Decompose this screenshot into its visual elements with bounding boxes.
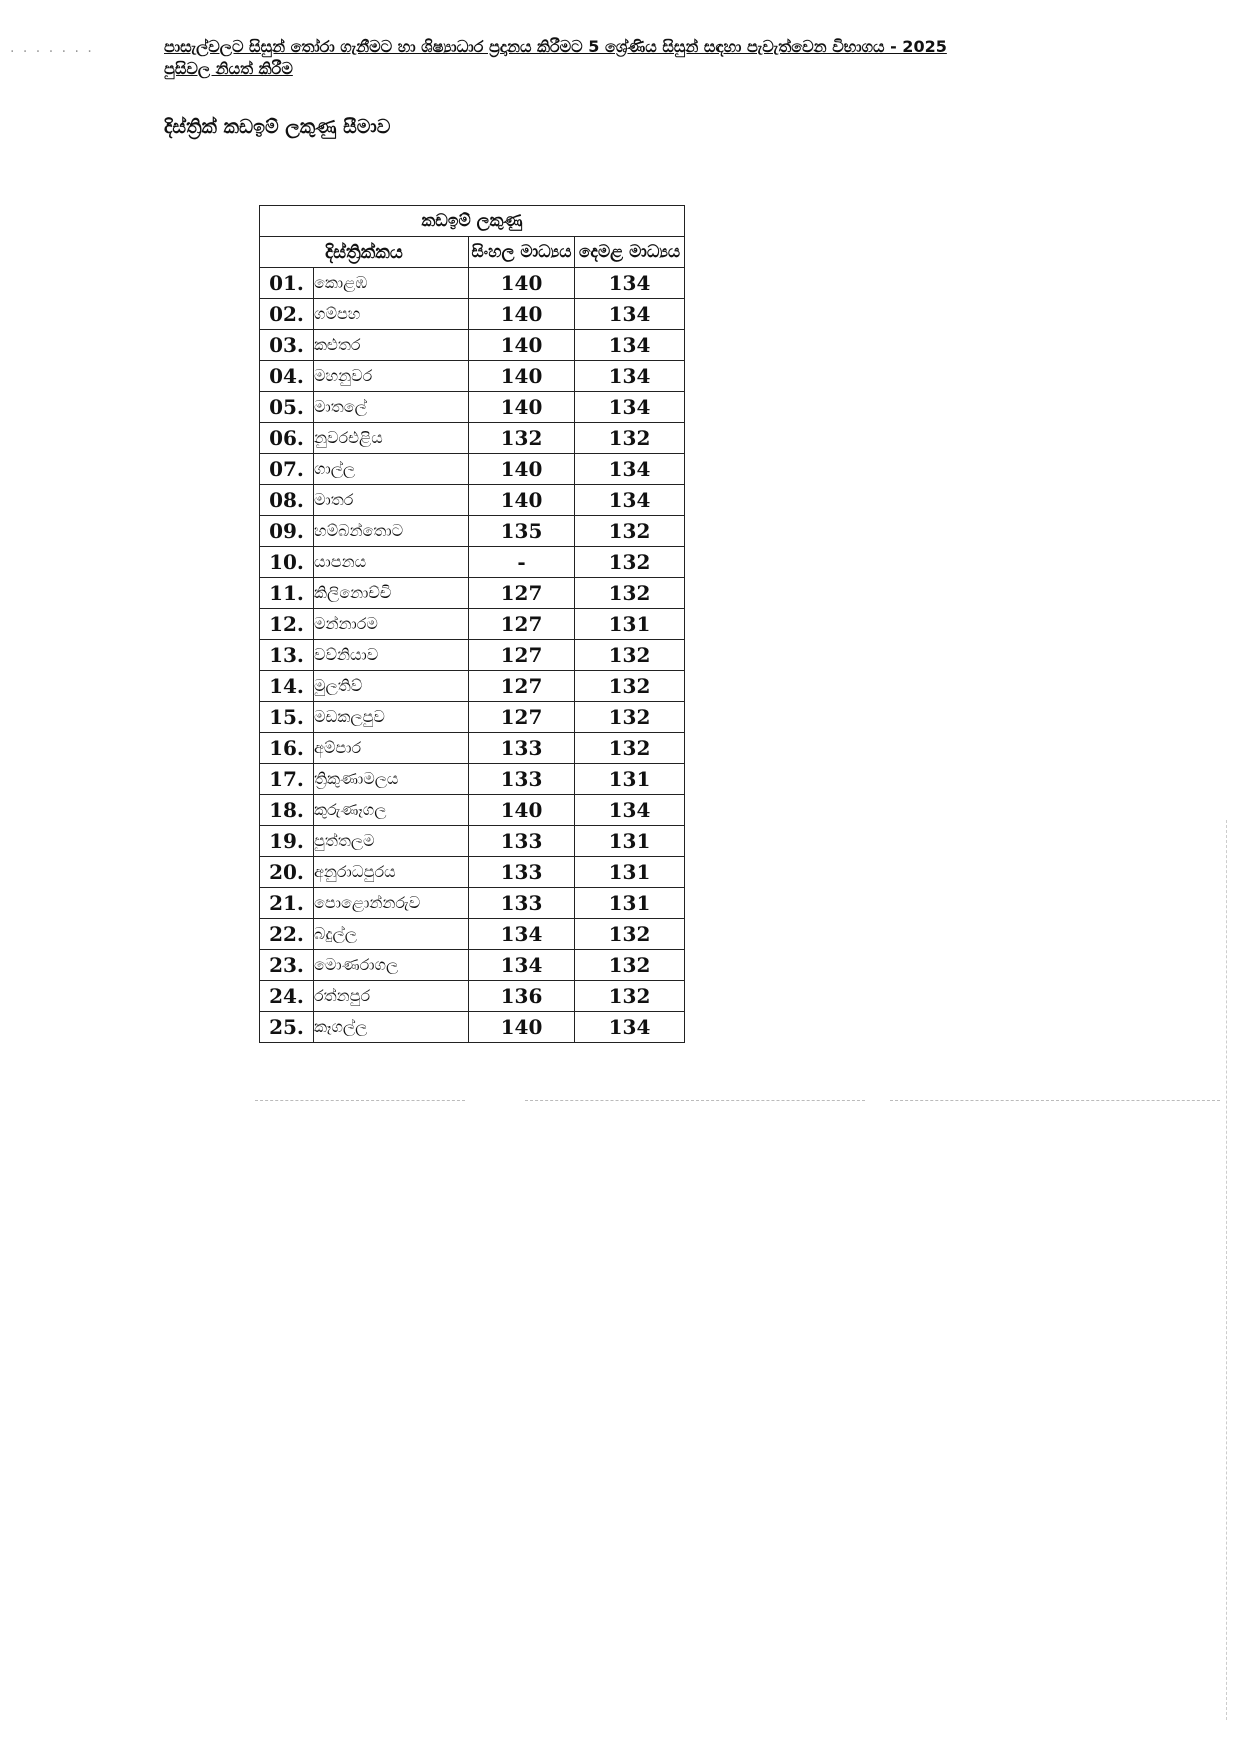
district-name: පුත්තලම	[314, 826, 469, 857]
sinhala-medium-header: සිංහල මාධ්‍යය	[469, 237, 575, 268]
row-number: 08.	[260, 485, 314, 516]
district-name: මඩකලපුව	[314, 702, 469, 733]
table-row	[260, 392, 685, 423]
row-number: 06.	[260, 423, 314, 454]
district-column-header: දිස්ත්‍රික්කය	[260, 237, 469, 268]
district-name: මුලතිව්	[314, 671, 469, 702]
row-number: 16.	[260, 733, 314, 764]
sinhala-medium-mark: 133	[469, 857, 575, 888]
table-column-header-row	[260, 237, 685, 268]
sinhala-medium-mark: 133	[469, 888, 575, 919]
row-number: 05.	[260, 392, 314, 423]
row-number: 03.	[260, 330, 314, 361]
sinhala-medium-mark: 127	[469, 609, 575, 640]
tamil-medium-mark: 132	[575, 671, 685, 702]
section-title: දිස්ත්‍රික් කඩඉම් ලකුණු සීමාව	[164, 116, 391, 138]
sinhala-medium-mark: 127	[469, 640, 575, 671]
district-name: මාතලේ	[314, 392, 469, 423]
district-name: යාපනය	[314, 547, 469, 578]
table-row	[260, 547, 685, 578]
tamil-medium-mark: 134	[575, 268, 685, 299]
tamil-medium-mark: 131	[575, 764, 685, 795]
cutoff-marks-header: කඩඉම් ලකුණු	[260, 206, 685, 237]
sinhala-medium-mark: 140	[469, 1012, 575, 1043]
district-name: හම්බන්තොට	[314, 516, 469, 547]
row-number: 11.	[260, 578, 314, 609]
table-row	[260, 733, 685, 764]
tamil-medium-mark: 132	[575, 919, 685, 950]
row-number: 18.	[260, 795, 314, 826]
tamil-medium-mark: 132	[575, 578, 685, 609]
tamil-medium-mark: 134	[575, 795, 685, 826]
sinhala-medium-mark: 133	[469, 764, 575, 795]
tamil-medium-mark: 132	[575, 516, 685, 547]
sinhala-medium-mark: 140	[469, 268, 575, 299]
tamil-medium-header: දෙමළ මාධ්‍යය	[575, 237, 685, 268]
sinhala-medium-mark: 140	[469, 392, 575, 423]
sinhala-medium-mark: 140	[469, 299, 575, 330]
tamil-medium-mark: 134	[575, 299, 685, 330]
sinhala-medium-mark: 140	[469, 485, 575, 516]
scan-artifact-edge	[1226, 820, 1227, 1720]
district-name: ගාල්ල	[314, 454, 469, 485]
tamil-medium-mark: 131	[575, 826, 685, 857]
district-name: කෑගල්ල	[314, 1012, 469, 1043]
tamil-medium-mark: 134	[575, 392, 685, 423]
sinhala-medium-mark: 127	[469, 702, 575, 733]
district-name: මහනුවර	[314, 361, 469, 392]
district-name: ගම්පහ	[314, 299, 469, 330]
row-number: 24.	[260, 981, 314, 1012]
row-number: 10.	[260, 547, 314, 578]
table-row	[260, 795, 685, 826]
district-name: නුවරඑළිය	[314, 423, 469, 454]
tamil-medium-mark: 134	[575, 454, 685, 485]
table-row	[260, 485, 685, 516]
row-number: 20.	[260, 857, 314, 888]
tamil-medium-mark: 131	[575, 857, 685, 888]
district-name: මාතර	[314, 485, 469, 516]
row-number: 25.	[260, 1012, 314, 1043]
scan-artifact-line	[525, 1100, 865, 1101]
district-name: කොළඹ	[314, 268, 469, 299]
table-row	[260, 702, 685, 733]
sinhala-medium-mark: 127	[469, 578, 575, 609]
table-row	[260, 330, 685, 361]
scan-artifact-line	[255, 1100, 465, 1101]
table-row	[260, 1012, 685, 1043]
tamil-medium-mark: 132	[575, 423, 685, 454]
sinhala-medium-mark: 134	[469, 950, 575, 981]
table-row	[260, 826, 685, 857]
header-title-line2: පුසිවල නියත් කිරීම	[164, 59, 293, 78]
tamil-medium-mark: 134	[575, 361, 685, 392]
scan-artifact-line	[890, 1100, 1220, 1101]
sinhala-medium-mark: -	[469, 547, 575, 578]
row-number: 22.	[260, 919, 314, 950]
sinhala-medium-mark: 135	[469, 516, 575, 547]
district-name: බදුල්ල	[314, 919, 469, 950]
row-number: 21.	[260, 888, 314, 919]
district-name: අම්පාර	[314, 733, 469, 764]
table-row	[260, 299, 685, 330]
tamil-medium-mark: 134	[575, 1012, 685, 1043]
district-name: වව්නියාව	[314, 640, 469, 671]
row-number: 15.	[260, 702, 314, 733]
district-name: පොළොන්නරුව	[314, 888, 469, 919]
table-row	[260, 764, 685, 795]
sinhala-medium-mark: 132	[469, 423, 575, 454]
tamil-medium-mark: 131	[575, 888, 685, 919]
table-row	[260, 671, 685, 702]
row-number: 19.	[260, 826, 314, 857]
row-number: 17.	[260, 764, 314, 795]
district-name: කිලිනොච්චි	[314, 578, 469, 609]
district-name: කුරුණෑගල	[314, 795, 469, 826]
table-row	[260, 454, 685, 485]
header-title-line1: පාසැල්වලට සිසුන් තෝරා ගැනීමට හා ශිෂ්‍යාධාර ප්‍රදානය කිරීමට 5 ශ්‍රේණිය සිසුන් සඳහා පැවැත්වෙන විභාගය - 2025	[164, 37, 947, 56]
tamil-medium-mark: 132	[575, 981, 685, 1012]
table-row	[260, 919, 685, 950]
table-row	[260, 268, 685, 299]
sinhala-medium-mark: 136	[469, 981, 575, 1012]
tamil-medium-mark: 131	[575, 609, 685, 640]
sinhala-medium-mark: 134	[469, 919, 575, 950]
table-row	[260, 423, 685, 454]
table-row	[260, 578, 685, 609]
table-row	[260, 950, 685, 981]
table-row	[260, 640, 685, 671]
sinhala-medium-mark: 140	[469, 795, 575, 826]
sinhala-medium-mark: 133	[469, 826, 575, 857]
scan-margin-marks: . . . . . . .	[10, 40, 94, 56]
cutoff-marks-table	[259, 205, 685, 1043]
row-number: 14.	[260, 671, 314, 702]
tamil-medium-mark: 132	[575, 950, 685, 981]
tamil-medium-mark: 134	[575, 330, 685, 361]
district-name: අනුරාධපුරය	[314, 857, 469, 888]
table-row	[260, 888, 685, 919]
row-number: 09.	[260, 516, 314, 547]
table-row	[260, 857, 685, 888]
row-number: 07.	[260, 454, 314, 485]
table-row	[260, 609, 685, 640]
sinhala-medium-mark: 140	[469, 330, 575, 361]
district-name: කළුතර	[314, 330, 469, 361]
tamil-medium-mark: 132	[575, 702, 685, 733]
sinhala-medium-mark: 127	[469, 671, 575, 702]
row-number: 04.	[260, 361, 314, 392]
sinhala-medium-mark: 140	[469, 454, 575, 485]
sinhala-medium-mark: 140	[469, 361, 575, 392]
tamil-medium-mark: 132	[575, 547, 685, 578]
tamil-medium-mark: 134	[575, 485, 685, 516]
row-number: 23.	[260, 950, 314, 981]
table-group-header-row	[260, 206, 685, 237]
row-number: 01.	[260, 268, 314, 299]
sinhala-medium-mark: 133	[469, 733, 575, 764]
row-number: 13.	[260, 640, 314, 671]
tamil-medium-mark: 132	[575, 733, 685, 764]
table-row	[260, 516, 685, 547]
district-name: රත්නපුර	[314, 981, 469, 1012]
district-name: මොණරාගල	[314, 950, 469, 981]
row-number: 12.	[260, 609, 314, 640]
row-number: 02.	[260, 299, 314, 330]
document-header	[164, 36, 1104, 80]
table-body	[260, 268, 685, 1043]
tamil-medium-mark: 132	[575, 640, 685, 671]
table-row	[260, 981, 685, 1012]
district-name: මන්නාරම	[314, 609, 469, 640]
district-name: ත්‍රිකුණාමලය	[314, 764, 469, 795]
table-row	[260, 361, 685, 392]
